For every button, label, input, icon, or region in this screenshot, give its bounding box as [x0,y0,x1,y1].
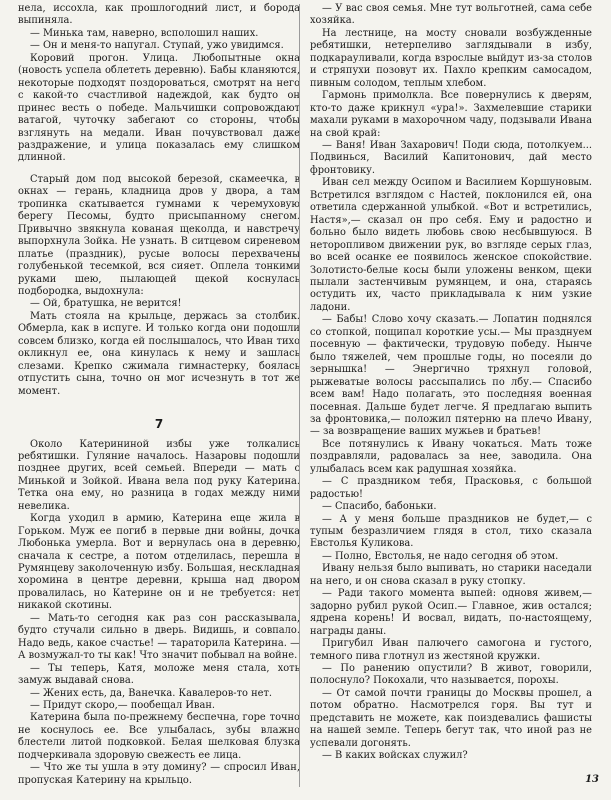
chapter-number: 7 [154,417,164,432]
paragraph: — А у меня больше праздников не будет,— с тупым безразличием глядя в стол, тихо сказала Евстолья Куликова. [310,513,592,550]
paragraph: Мать стояла на крыльце, держась за столбик. Обмерла, как в испуге. И только когда они подошли совсем близко, когда ей послышалось, что Иван тихо окликнул ее, она кинулась к нему и зашлась слезами. Крепко сжимала гимнастерку, боялась отпустить сына, точно он мог исчезнуть в тот же момент. [18,310,300,397]
paragraph: На лестнице, на мосту сновали возбужденные ребятишки, нетерпеливо заглядывали в избу, подкарауливали, когда взрослые выйдут из-за столов и стряпухи позовут их. Пахло крепким самосадом, пивным солодом, теплым хлебом. [310,27,592,89]
paragraph: — Минька там, наверно, всполошил наших. [30,27,259,39]
paragraph: Иван сел между Осипом и Василием Коршуновым. Встретился взглядом с Настей, поклонился ей, она ответила сдержанной улыбкой. «Вот и встретились, Настя»,— сказал он про себя. Ему и радостно и больно было видеть любовь свою несбывшуюся. В неторопливом движении рук, во взгляде серых глаз, во всей осанке ее появилось женское спокойствие. Золотисто-белые косы были уложены венком, щеки пылали застенчивым румянцем, и она, стараясь остудить их, часто прикладывала к ним узкие ладони. [310,177,592,313]
paragraph: — Мать-то сегодня как раз сон рассказывала, будто стучали сильно в дверь. Видишь, и совпало. Надо ведь, какое счастье! — тараторила Катерина. — А возмужал-то ты как! Что значит побывал на войне. [18,612,300,662]
paragraph: Все потянулись к Ивану чокаться. Мать тоже поздравляли, радовалась за нее, заводила. Она улыбалась всем как радушная хозяйка. [310,438,592,475]
paragraph: Ивану нельзя было выпивать, но старики наседали на него, и он снова сказал в руку стопку. [310,563,592,587]
paragraph: Гармонь примолкла. Все повернулись к дверям, кто-то даже крикнул «ура!». Захмелевшие старики махали руками в махорочном чаду, подзывали Ивана на свой край: [310,90,592,139]
paragraph: Старый дом под высокой березой, скамеечка, в окнах — герань, кладница дров у двора, а там тропинка скатывается гумнами к черемуховую берегу Песомы, будто присыпанному снегом. Привычно звякнула кованая щеколда, и навстречу выпорхнула Зойка. Не узнать. В ситцевом сиреневом платье (праздник), русые волосы перехвачены голубенькой тесемкой, вся сияет. Оплела тонкими руками шею, пылающей щекой коснулась подбородка, выдохнула: [18,173,300,297]
column-divider [299,4,300,787]
paragraph: Около Катерининой избы уже толкались ребятишки. Гуляние началось. Назаровы подошли позднее других, всей семьей. Впереди — мать с Минькой и Зойкой. Ивана вела под руку Катерина. Тетка она ему, но разница в годах между ними невелика. [18,438,300,512]
paragraph: — Бабы! Слово хочу сказать.— Лопатин поднялся со стопкой, пощипал короткие усы.— Мы празднуем посевную — фактически, трудовую победу. Нынче было тяжелей, чем прошлые годы, но посеяли до зернышка! — Энергично тряхнул головой, рыжеватые волосы рассыпались по лбу.— Спасибо всем вам! Надо полагать, это последняя военная посевная. Дальше будет легче. Я предлагаю выпить за фронтовика,— положил пятерню на плечо Ивану,— за возвращение ваших мужьев и братьев! [310,314,592,438]
paragraph: — По ранению опустили? В живот, говорили, полоснуло? Покохали, что называется, порохы. [310,663,592,687]
paragraph: Катерина была по-прежнему беспечна, горе точно не коснулось ее. Все улыбалась, зубы влажно блестели литой подковкой. Белая шелковая блузка подчеркивала здоровую свежесть ее лица. [18,712,300,761]
page-number: 13 [585,774,599,785]
paragraph: — Ты теперь, Катя, моложе меня стала, хоть замуж выдавай снова. [18,662,300,687]
paragraph: — От самой почти границы до Москвы прошел, а потом обратно. Насмотрелся горя. Вы тут и представить не можете, как поиздевались фашисты на нашей земле. Теперь бегут так, что иной раз не успевали догонять. [310,687,592,749]
paragraph: — Спасибо, бабоньки. [322,501,437,513]
paragraph: — В каких войсках служил? [322,750,468,762]
paragraph: — С праздником тебя, Прасковья, с большой радостью! [310,476,592,500]
paragraph: — Придут скоро,— пообещал Иван. [30,700,216,712]
right-column [310,3,592,763]
paragraph: Когда уходил в армию, Катерина еще жила в Горьком. Муж ее погиб в первые дни войны, дочка Любонька умерла. Вот и вернулась она в деревню, сначала к сестре, а потом отделилась, перешла в Румянцеву заколоченную избу. Большая, нескладная хоромина в центре деревни, крыша над двором провалилась, но Катерине он и не требуется: нет никакой скотины. [18,513,300,612]
paragraph: — Ой, братушка, не верится! [30,298,182,310]
paragraph: — Он и меня-то напугал. Ступай, ужо увидимся. [30,40,284,52]
paragraph: — Жених есть, да, Ванечка. Кавалеров-то нет. [30,687,273,699]
paragraph: — Ваня! Иван Захарович! Поди сюда, потолкуем... Подвинься, Василий Капитонович, дай место фронтовику. [310,139,592,176]
left-column [18,3,300,787]
paragraph: — У вас своя семья. Мне тут вольготней, сама себе хозяйка. [310,3,592,27]
paragraph: нела, иссохла, как прошлогодний лист, и борода выпиняла. [18,3,300,27]
paragraph: — Полно, Евстолья, не надо сегодня об этом. [322,550,559,562]
paragraph: Коровий прогон. Улица. Любопытные окна (новость успела облететь деревню). Бабы кланяются, некоторые подходят поздороваться, смотрят на него с какой-то счастливой надеждой, как будто он принес весть о победе. Мальчишки сопровождают ватагой, чуточку забегают со стороны, чтобы взглянуть на медали. Иван почувствовал даже раздражение, и улица показалась ему слишком длинной. [18,52,300,164]
paragraph: — Ради такого момента выпей: одновя живем,— задорно рубил рукой Осип.— Главное, жив остался; ядрена корень! И восвал, видать, по-настоящему, награды даны. [310,588,592,637]
paragraph: — Что же ты ушла в эту домину? — спросил Иван, пропуская Катерину на крыльцо. [18,762,300,786]
paragraph: Пригубил Иван палючего самогона и густого, темного пива глотнул из жестяной кружки. [310,638,592,662]
